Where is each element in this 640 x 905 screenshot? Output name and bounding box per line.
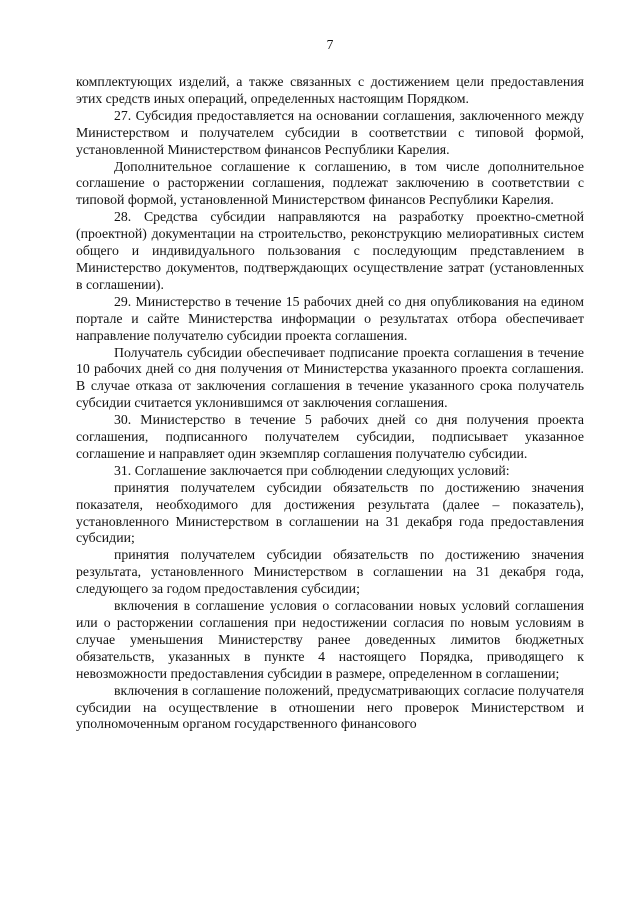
paragraph-30: 30. Министерство в течение 5 рабочих дней со дня получения проекта соглашения, подписанного получателем субсидии, подписывает указанное соглашение и направляет один экземпляр соглашения получателю субсидии. [76, 412, 584, 461]
paragraph-31: 31. Соглашение заключается при соблюдении следующих условий: [114, 462, 510, 478]
paragraph-27-additional-agreement: Дополнительное соглашение к соглашению, в том числе дополнительное соглашение о расторжении соглашения, подлежат заключению в соответствии с типовой формой, установленной Министерством финансов Республики Карелия. [76, 158, 584, 208]
condition-indicator: принятия получателем субсидии обязательств по достижению значения показателя, необходимого для достижения результата (далее – показатель), установленного Министерством в соглашении на 31 декабря года предоставления субсидии; [76, 479, 584, 546]
document-body [76, 74, 584, 733]
paragraph-27: 27. Субсидия предоставляется на основании соглашения, заключенного между Министерством и получателем субсидии в соответствии с типовой формой, установленной Министерством финансов Республики Карелия. [76, 107, 584, 157]
paragraph-29-signing: Получатель субсидии обеспечивает подписание проекта соглашения в течение 10 рабочих дней со дня получения от Министерства указанного проекта соглашения. В случае отказа от заключения соглашения в течение указанного срока получатель субсидии считается уклонившимся от заключения соглашения. [76, 344, 584, 411]
paragraph-29: 29. Министерство в течение 15 рабочих дней со дня опубликования на едином портале и сайте Министерства информации о результатах отбора обеспечивает направление получателю субсидии проекта соглашения. [76, 293, 584, 343]
paragraph-continuation: комплектующих изделий, а также связанных с достижением цели предоставления этих средств иных операций, определенных настоящим Порядком. [76, 74, 584, 106]
condition-inspections: включения в соглашение положений, предусматривающих согласие получателя субсидии на осуществление в отношении него проверок Министерством и уполномоченным органом государственного финансового [76, 682, 584, 732]
condition-new-terms: включения в соглашение условия о согласовании новых условий соглашения или о расторжении соглашения при недостижении согласия по новым условиям в случае уменьшения Министерству ранее доведенных лимитов бюджетных обязательств, указанных в пункте 4 настоящего Порядка, приводящего к невозможности предоставления субсидии в размере, определенном в соглашении; [76, 598, 584, 681]
condition-result: принятия получателем субсидии обязательств по достижению значения результата, установленного Министерством в соглашении на 31 декабря года, следующего за годом предоставления субсидии; [76, 547, 584, 597]
paragraph-28: 28. Средства субсидии направляются на разработку проектно-сметной (проектной) документации на строительство, реконструкцию мелиоративных систем общего и индивидуального пользования с последующим представлением в Министерство документов, подтверждающих осуществление затрат (установленных в соглашении). [76, 209, 584, 292]
page-number: 7 [326, 37, 334, 52]
